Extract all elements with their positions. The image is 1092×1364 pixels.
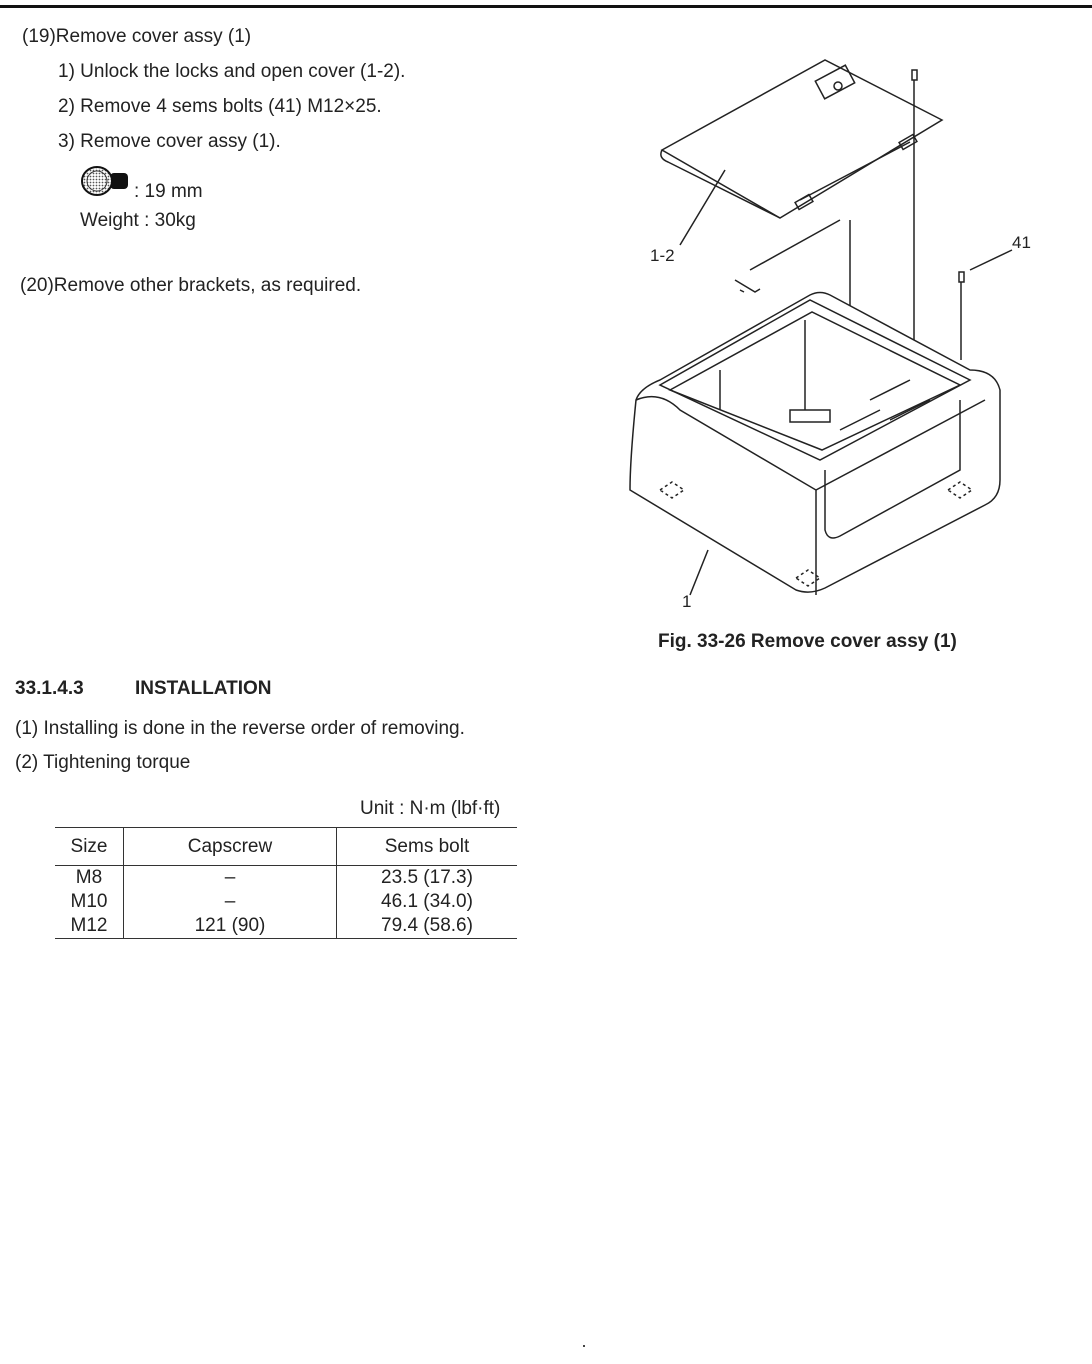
top-rule	[0, 5, 1092, 8]
header-sems-bolt: Sems bolt	[337, 828, 518, 866]
cell-capscrew: –	[124, 890, 337, 914]
cell-sems-bolt: 46.1 (34.0)	[337, 890, 518, 914]
section-title: INSTALLATION	[135, 678, 272, 699]
cell-size: M10	[70, 891, 108, 912]
cell-capscrew: –	[124, 866, 337, 891]
weight: Weight : 30kg	[80, 210, 196, 231]
cell-sems-bolt: 23.5 (17.3)	[337, 866, 518, 891]
cover-assy-diagram	[600, 50, 1060, 620]
cell-size: M12	[70, 915, 108, 936]
substep-3: 3) Remove cover assy (1).	[58, 131, 281, 152]
torque-unit: Unit : N·m (lbf·ft)	[360, 798, 501, 819]
socket-wrench-icon	[80, 166, 134, 196]
callout-1-2: 1-2	[650, 246, 675, 265]
install-item-1: (1) Installing is done in the reverse order of removing.	[15, 718, 465, 739]
tool-size: : 19 mm	[134, 181, 203, 202]
table-row	[55, 890, 517, 914]
page-mark	[583, 1345, 585, 1347]
substep-1: 1) Unlock the locks and open cover (1-2).	[58, 61, 406, 82]
step-20: (20)Remove other brackets, as required.	[20, 275, 362, 296]
callout-1: 1	[682, 592, 692, 611]
header-size: Size	[55, 828, 124, 866]
table-row	[55, 866, 517, 891]
table-row	[55, 914, 517, 939]
figure-caption: Fig. 33-26 Remove cover assy (1)	[658, 631, 957, 652]
step-19: (19)Remove cover assy (1)	[22, 26, 252, 47]
substep-2: 2) Remove 4 sems bolts (41) M12×25.	[58, 96, 382, 117]
table-header-row	[55, 828, 517, 866]
cell-sems-bolt: 79.4 (58.6)	[337, 914, 518, 939]
header-capscrew: Capscrew	[124, 828, 337, 866]
section-number: 33.1.4.3	[15, 678, 84, 699]
cell-size: M8	[75, 867, 103, 888]
install-item-2: (2) Tightening torque	[15, 752, 191, 773]
torque-table	[55, 827, 517, 939]
cell-capscrew: 121 (90)	[124, 914, 337, 939]
callout-41: 41	[1012, 233, 1031, 252]
